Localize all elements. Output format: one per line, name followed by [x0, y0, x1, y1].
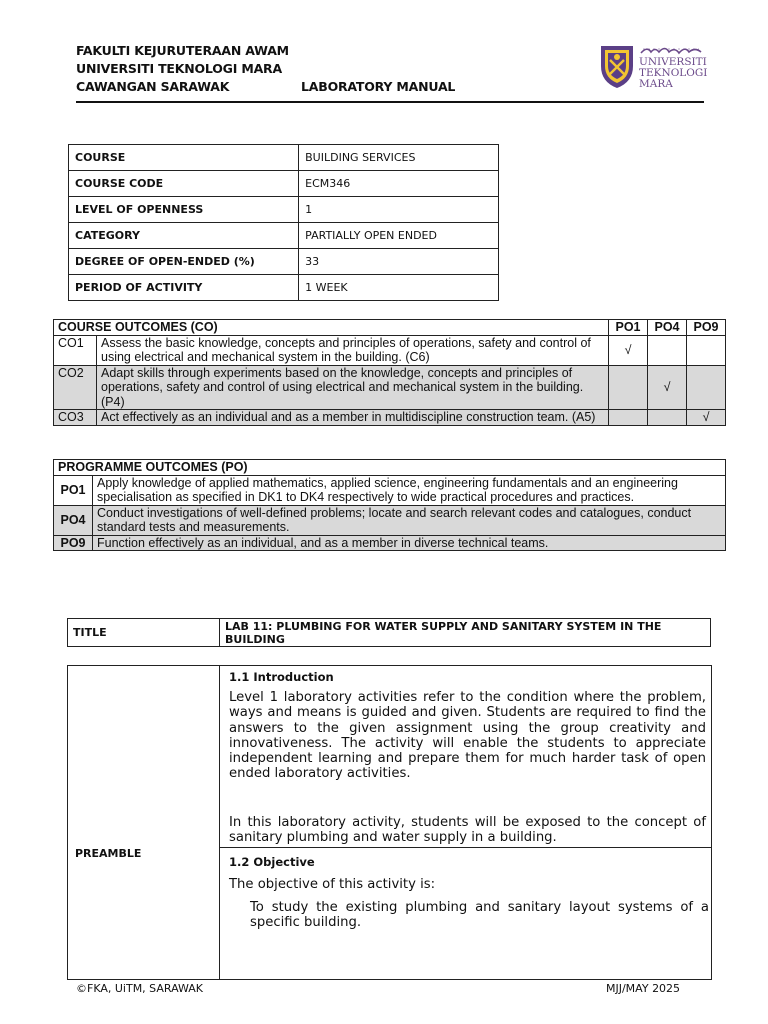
title-value: LAB 11: PLUMBING FOR WATER SUPPLY AND SANITARY SYSTEM IN THE BUILDING [220, 619, 711, 647]
period-value: 1 WEEK [299, 275, 499, 301]
crest-icon [597, 38, 637, 90]
course-code-value: ECM346 [299, 171, 499, 197]
jawi-script-icon [639, 44, 703, 56]
course-code-label: COURSE CODE [69, 171, 299, 197]
objective-item: To study the existing plumbing and sanitary layout systems of a specific building. [250, 900, 709, 931]
co-row [54, 410, 726, 426]
degree-value: 33 [299, 249, 499, 275]
po-heading: PROGRAMME OUTCOMES (PO) [54, 460, 726, 476]
introduction-paragraph-1: Level 1 laboratory activities refer to the condition where the problem, ways and means is guided and given. Students are required to find the answers to the given assignment using the group creativity and innovativeness. The activity will enable the students to appreciate independent learning and prepare them for much harder task of open ended laboratory activities. [229, 690, 706, 782]
co-text: Adapt skills through experiments based on the knowledge, concepts and principles of operations, safety and control of using electrical and mechanical system in the building. (P4) [97, 365, 609, 410]
openness-row [69, 197, 499, 223]
title-label: TITLE [68, 619, 220, 647]
empty-cell [648, 335, 687, 365]
check-mark: √ [609, 335, 648, 365]
faculty-name: FAKULTI KEJURUTERAAN AWAM [76, 43, 289, 58]
co-row [54, 335, 726, 365]
openness-label: LEVEL OF OPENNESS [69, 197, 299, 223]
logo-text-mara: MARA [639, 78, 673, 90]
objective-heading: 1.2 Objective [229, 855, 315, 869]
empty-cell [648, 410, 687, 426]
course-code-row [69, 171, 499, 197]
course-row [69, 145, 499, 171]
programme-outcomes-table [53, 459, 726, 551]
uitm-logo [597, 38, 707, 92]
objective-intro: The objective of this activity is: [229, 877, 436, 892]
course-value: BUILDING SERVICES [299, 145, 499, 171]
degree-label: DEGREE OF OPEN-ENDED (%) [69, 249, 299, 275]
po-text: Function effectively as an individual, and as a member in diverse technical teams. [93, 535, 726, 551]
empty-cell [687, 365, 726, 410]
co-id: CO3 [54, 410, 97, 426]
po-header-row [54, 460, 726, 476]
preamble-label: PREAMBLE [75, 847, 142, 860]
empty-cell [609, 365, 648, 410]
footer-date: MJJ/MAY 2025 [606, 982, 681, 995]
openness-value: 1 [299, 197, 499, 223]
co-id: CO1 [54, 335, 97, 365]
check-mark: √ [648, 365, 687, 410]
co-row [54, 365, 726, 410]
campus-name: CAWANGAN SARAWAK [76, 79, 230, 94]
po-id: PO4 [54, 505, 93, 535]
po-id: PO1 [54, 475, 93, 505]
co-id: CO2 [54, 365, 97, 410]
course-label: COURSE [69, 145, 299, 171]
introduction-paragraph-2: In this laboratory activity, students will be exposed to the concept of sanitary plumbing and water supply in a building. [229, 815, 706, 846]
preamble-label-cell [68, 666, 220, 979]
period-label: PERIOD OF ACTIVITY [69, 275, 299, 301]
degree-row [69, 249, 499, 275]
category-value: PARTIALLY OPEN ENDED [299, 223, 499, 249]
category-label: CATEGORY [69, 223, 299, 249]
lab-title-table [67, 618, 711, 647]
header-rule [76, 101, 704, 103]
co-heading: COURSE OUTCOMES (CO) [54, 320, 609, 336]
po-row [54, 535, 726, 551]
po-id: PO9 [54, 535, 93, 551]
introduction-heading: 1.1 Introduction [229, 670, 334, 684]
manual-title: LABORATORY MANUAL [301, 79, 456, 94]
po-row [54, 475, 726, 505]
title-row [68, 619, 711, 647]
course-info-table [68, 144, 499, 301]
category-row [69, 223, 499, 249]
course-outcomes-table [53, 319, 726, 426]
empty-cell [609, 410, 648, 426]
footer-copyright: ©FKA, UiTM, SARAWAK [76, 982, 204, 995]
logo-text-universiti: UNIVERSITI [639, 56, 707, 68]
co-col-po1: PO1 [609, 320, 648, 336]
po-text: Conduct investigations of well-defined problems; locate and search relevant codes and catalogues, conduct standard tests and measurements. [93, 505, 726, 535]
po-row [54, 505, 726, 535]
university-name: UNIVERSITI TEKNOLOGI MARA [76, 61, 282, 76]
empty-cell [687, 335, 726, 365]
co-header-row [54, 320, 726, 336]
co-text: Act effectively as an individual and as a member in multidiscipline construction team. (A5) [97, 410, 609, 426]
co-text: Assess the basic knowledge, concepts and principles of operations, safety and control of using electrical and mechanical system in the building. (C6) [97, 335, 609, 365]
po-text: Apply knowledge of applied mathematics, applied science, engineering fundamentals and an engineering specialisation as specified in DK1 to DK4 respectively to wide practical procedures and practices. [93, 475, 726, 505]
preamble-box [67, 665, 712, 980]
check-mark: √ [687, 410, 726, 426]
co-col-po4: PO4 [648, 320, 687, 336]
period-row [69, 275, 499, 301]
co-col-po9: PO9 [687, 320, 726, 336]
preamble-divider [220, 847, 711, 848]
logo-text-teknologi: TEKNOLOGI [639, 67, 708, 79]
